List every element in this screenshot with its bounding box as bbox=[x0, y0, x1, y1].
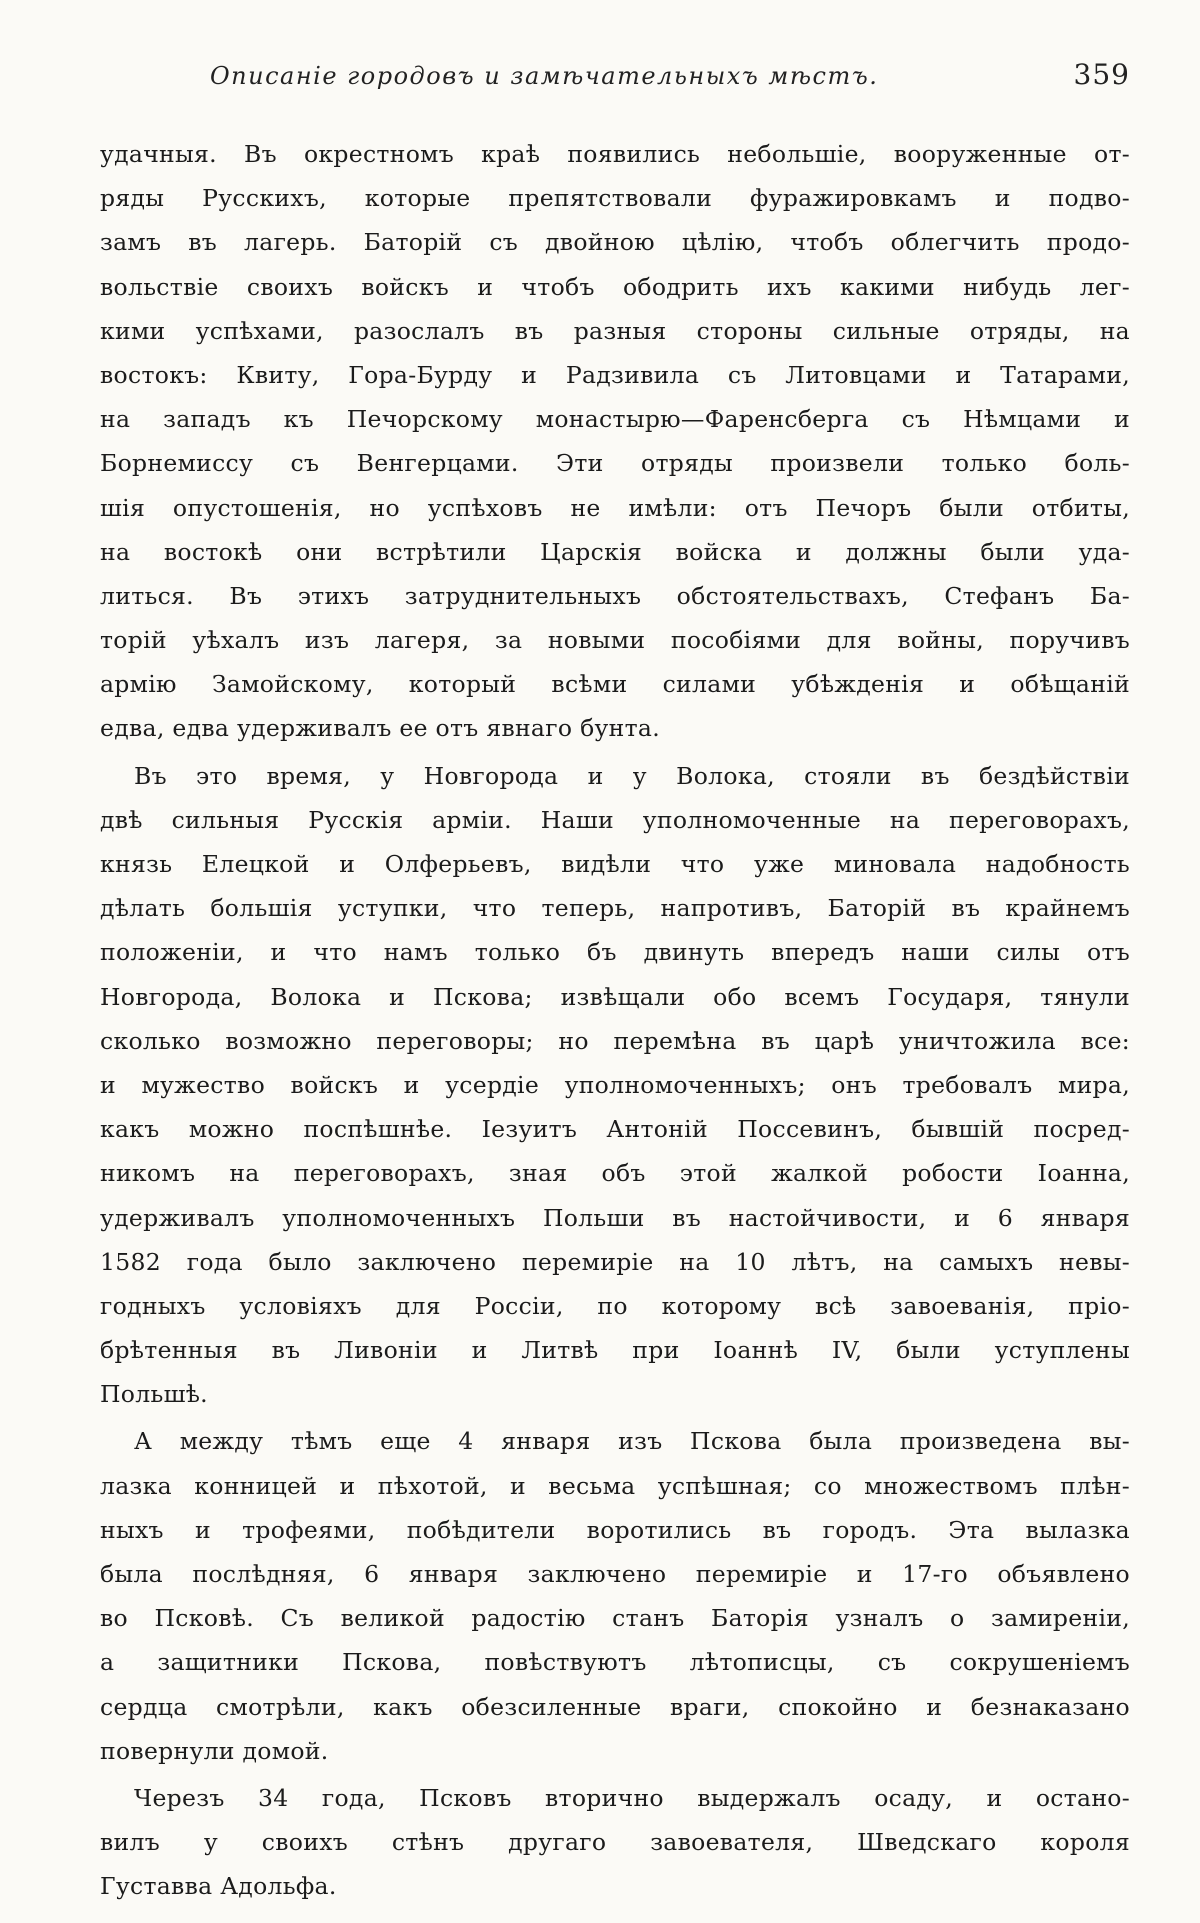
text-line: двѣ сильныя Русскія арміи. Наши уполномоченные на переговорахъ, bbox=[100, 805, 1130, 834]
text-line: А между тѣмъ еще 4 января изъ Пскова была произведена вы- bbox=[134, 1427, 1130, 1456]
text-line: на востокѣ они встрѣтили Царскія войска и должны были уда- bbox=[100, 537, 1130, 566]
text-line: удачныя. Въ окрестномъ краѣ появились небольшіе, вооруженные от- bbox=[100, 140, 1130, 168]
text-line: брѣтенныя въ Ливоніи и Литвѣ при Іоаннѣ IV, были уступлены bbox=[100, 1336, 1130, 1365]
text-line: армію Замойскому, который всѣми силами убѣжденія и обѣщаній bbox=[100, 670, 1130, 699]
text-line: Новгорода, Волока и Пскова; извѣщали обо всемъ Государя, тянули bbox=[100, 982, 1130, 1011]
paragraph bbox=[100, 1419, 1130, 1773]
text-line: замъ въ лагерь. Баторій съ двойною цѣлію, чтобъ облегчить продо- bbox=[100, 228, 1130, 257]
text-line: Черезъ 34 года, Псковъ вторично выдержалъ осаду, и остано- bbox=[134, 1783, 1130, 1812]
text-line: какъ можно поспѣшнѣе. Іезуитъ Антоній Поссевинъ, бывшій посред- bbox=[100, 1115, 1130, 1144]
running-title: Описаніе городовъ и замѣчательныхъ мѣстъ. bbox=[210, 62, 879, 90]
paragraph bbox=[100, 132, 1130, 751]
text-line: была послѣдняя, 6 января заключено перемиріе и 17-го объявлено bbox=[100, 1560, 1130, 1588]
text-line: удерживалъ уполномоченныхъ Польши въ настойчивости, и 6 января bbox=[100, 1203, 1130, 1232]
text-line: Въ это время, у Новгорода и у Волока, стояли въ бездѣйствіи bbox=[134, 761, 1130, 790]
text-line: Борнемиссу съ Венгерцами. Эти отряды произвели только боль- bbox=[100, 449, 1130, 478]
text-line: вилъ у своихъ стѣнъ другаго завоевателя, Шведскаго короля bbox=[100, 1828, 1130, 1857]
text-line: годныхъ условіяхъ для Россіи, по которому всѣ завоеванія, пріо- bbox=[100, 1291, 1130, 1320]
text-line: сердца смотрѣли, какъ обезсиленные враги, спокойно и безнаказано bbox=[100, 1692, 1130, 1721]
text-line: дѣлать большія уступки, что теперь, напротивъ, Баторій въ крайнемъ bbox=[100, 894, 1130, 923]
text-line: князь Елецкой и Олферьевъ, видѣли что уже миновала надобность bbox=[100, 850, 1130, 878]
text-line: ныхъ и трофеями, побѣдители воротились въ городъ. Эта вылазка bbox=[100, 1515, 1130, 1544]
text-line: и мужество войскъ и усердіе уполномоченныхъ; онъ требовалъ мира, bbox=[100, 1070, 1130, 1099]
text-line: а защитники Пскова, повѣствуютъ лѣтописцы, съ сокрушеніемъ bbox=[100, 1648, 1130, 1677]
text-line: сколько возможно переговоры; но перемѣна въ царѣ уничтожила все: bbox=[100, 1026, 1130, 1055]
text-line: вольствіе своихъ войскъ и чтобъ ободрить ихъ какими нибудь лег- bbox=[100, 272, 1130, 301]
paragraph bbox=[100, 754, 1130, 1417]
text-line: кими успѣхами, разослалъ въ разныя стороны сильные отряды, на bbox=[100, 316, 1130, 345]
text-line: востокъ: Квиту, Гора-Бурду и Радзивила съ Литовцами и Татарами, bbox=[100, 360, 1130, 389]
text-line: торій уѣхалъ изъ лагеря, за новыми пособіями для войны, поручивъ bbox=[100, 626, 1130, 655]
text-line: никомъ на переговорахъ, зная объ этой жалкой робости Іоанна, bbox=[100, 1159, 1130, 1188]
text-line: лазка конницей и пѣхотой, и весьма успѣшная; со множествомъ плѣн- bbox=[100, 1471, 1130, 1500]
text-line: Польшѣ. bbox=[100, 1380, 208, 1409]
text-line: на западъ къ Печорскому монастырю—Фаренсберга съ Нѣмцами и bbox=[100, 405, 1130, 434]
text-line: литься. Въ этихъ затруднительныхъ обстоятельствахъ, Стефанъ Ба- bbox=[100, 581, 1130, 610]
body-text bbox=[100, 132, 1130, 1909]
paragraph bbox=[100, 1776, 1130, 1909]
text-line: повернули домой. bbox=[100, 1736, 329, 1765]
text-line: положеніи, и что намъ только бъ двинуть впередъ наши силы отъ bbox=[100, 938, 1130, 967]
text-line: Густавва Адольфа. bbox=[100, 1872, 337, 1901]
page-number: 359 bbox=[1073, 58, 1130, 91]
text-line: во Псковѣ. Съ великой радостію станъ Баторія узналъ о замиреніи, bbox=[100, 1604, 1130, 1633]
running-head bbox=[100, 58, 1130, 102]
text-line: едва, едва удерживалъ ее отъ явнаго бунта. bbox=[100, 714, 660, 743]
text-line: шія опустошенія, но успѣховъ не имѣли: отъ Печоръ были отбиты, bbox=[100, 493, 1130, 522]
text-line: 1582 года было заключено перемиріе на 10 лѣтъ, на самыхъ невы- bbox=[100, 1247, 1130, 1276]
text-line: ряды Русскихъ, которые препятствовали фуражировкамъ и подво- bbox=[100, 184, 1130, 213]
